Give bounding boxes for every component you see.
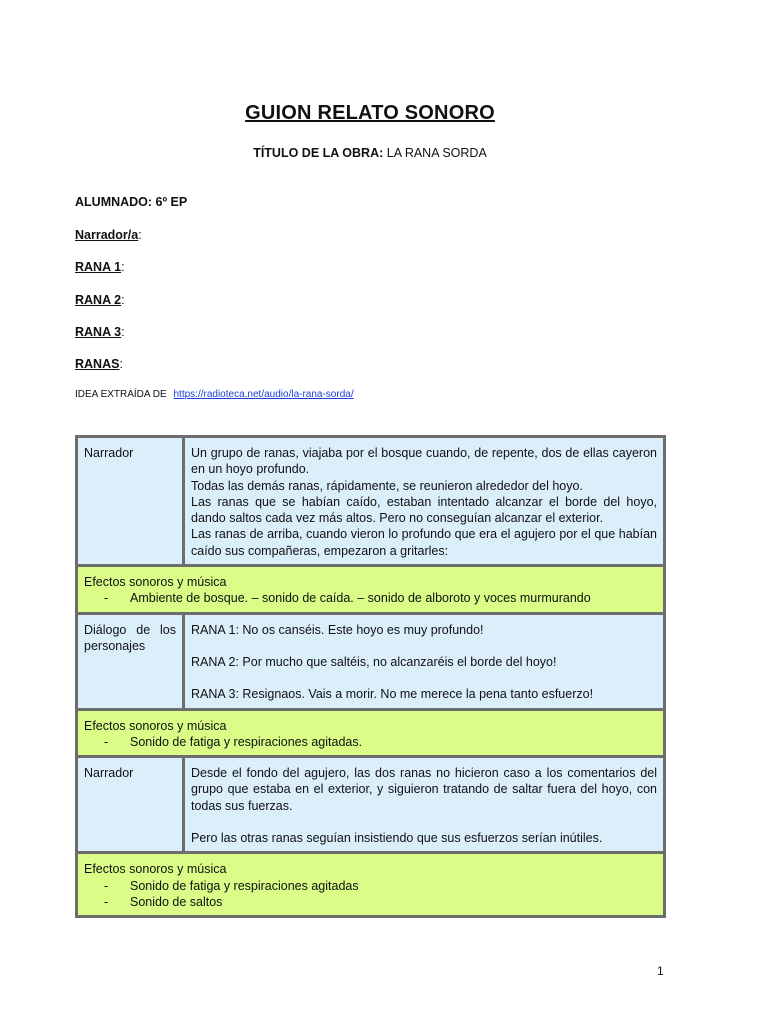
script-line: RANA 1: No os canséis. Este hoyo es muy profundo! — [191, 622, 484, 637]
effects-item — [84, 878, 657, 894]
effects-heading: Efectos sonoros y música — [84, 862, 227, 877]
effects-row — [77, 566, 665, 614]
script-line: Pero las otras ranas seguían insistiendo que sus esfuerzos serían inútiles. — [191, 831, 603, 846]
script-line: Las ranas que se habían caído, estaban intentado alcanzar el borde del hoyo, dando saltos cada vez más altos. Pero no conseguían alcanzar el exterior. — [191, 494, 657, 526]
dialogue-cell — [184, 757, 665, 853]
script-line: Un grupo de ranas, viajaba por el bosque cuando, de repente, dos de ellas cayeron en un hoyo profundo. — [191, 446, 657, 477]
effects-item-text: Sonido de saltos — [130, 894, 223, 909]
effects-cell — [77, 566, 665, 614]
field-label: RANA 3 — [75, 325, 122, 339]
field-label: RANA 2 — [75, 293, 122, 307]
script-line: RANA 3: Resignaos. Vais a morir. No me merece la pena tanto esfuerzo! — [191, 687, 594, 702]
role-label: Diálogo de los personajes — [84, 622, 176, 653]
script-line: Todas las demás ranas, rápidamente, se reunieron alrededor del hoyo. — [191, 478, 583, 493]
effects-item — [84, 734, 657, 750]
effects-item-text: Sonido de fatiga y respiraciones agitadas. — [130, 734, 363, 749]
effects-item — [84, 590, 657, 606]
effects-item — [84, 894, 657, 910]
field-rana-2 — [75, 293, 125, 307]
field-label: Narrador/a — [75, 228, 139, 242]
table-row — [77, 613, 665, 709]
script-line: Desde el fondo del agujero, las dos ranas no hicieron caso a los comentarios del grupo que estaba en el exterior, y siguieron tratando de saltar fuera del hoyo, con todas sus fuerzas. — [191, 766, 657, 813]
role-cell — [77, 757, 184, 853]
effects-item-text: Ambiente de bosque. – sonido de caída. – sonido de alboroto y voces murmurando — [130, 591, 591, 606]
field-alumnado — [75, 195, 187, 209]
field-rana-3 — [75, 325, 125, 339]
work-title-value: LA RANA SORDA — [386, 146, 487, 160]
script-table — [75, 435, 666, 918]
effects-heading: Efectos sonoros y música — [84, 718, 227, 733]
table-row — [77, 437, 665, 566]
field-ranas — [75, 357, 123, 371]
field-value: : — [138, 228, 142, 242]
field-value: : — [121, 293, 125, 307]
idea-source — [75, 389, 354, 400]
effects-heading: Efectos sonoros y música — [84, 575, 227, 590]
field-value: : — [119, 357, 123, 371]
effects-item-text: Sonido de fatiga y respiraciones agitadas — [130, 878, 359, 893]
field-label: RANAS — [75, 357, 120, 371]
list-dash: - — [104, 734, 109, 749]
source-link[interactable]: https://radioteca.net/audio/la-rana-sorda/ — [173, 389, 354, 400]
field-label: ALUMNADO: 6º EP — [75, 195, 188, 209]
role-cell — [77, 437, 184, 566]
page-number: 1 — [657, 964, 664, 978]
role-cell — [77, 613, 184, 709]
list-dash: - — [104, 878, 109, 893]
list-dash: - — [104, 894, 109, 909]
dialogue-cell — [184, 437, 665, 566]
script-line: RANA 2: Por mucho que saltéis, no alcanzaréis el borde del hoyo! — [191, 654, 557, 669]
role-label: Narrador — [84, 766, 134, 781]
work-title-line — [0, 146, 740, 160]
field-narrador — [75, 228, 142, 242]
field-rana-1 — [75, 260, 125, 274]
script-line: Las ranas de arriba, cuando vieron lo profundo que era el agujero por el que habían caído sus compañeras, empezaron a gritarles: — [191, 527, 657, 558]
role-label: Narrador — [84, 446, 134, 460]
field-value: : — [121, 325, 125, 339]
work-title-label: TÍTULO DE LA OBRA: — [253, 146, 384, 160]
effects-row — [77, 709, 665, 757]
list-dash: - — [104, 591, 109, 606]
page-title: GUION RELATO SONORO — [245, 102, 495, 124]
table-row — [77, 757, 665, 853]
effects-row — [77, 853, 665, 917]
dialogue-cell — [184, 613, 665, 709]
effects-cell — [77, 853, 665, 917]
idea-label: IDEA EXTRAÍDA DE — [75, 389, 167, 400]
field-value: : — [121, 260, 125, 274]
effects-cell — [77, 709, 665, 757]
field-label: RANA 1 — [75, 260, 122, 274]
